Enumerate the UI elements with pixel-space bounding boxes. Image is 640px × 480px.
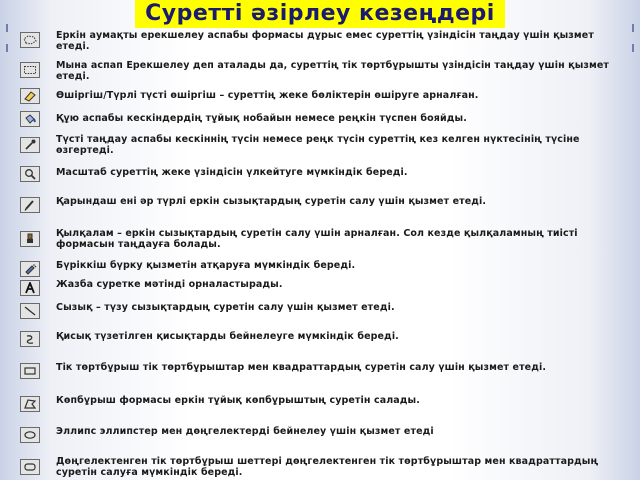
line-icon xyxy=(20,303,40,319)
edge-decoration xyxy=(6,44,8,52)
tool-description: Өшіргіш/Түрлі түсті өшіргіш – суреттің жеке бөліктерін өшіруге арналған. xyxy=(56,90,479,101)
tool-description: Масштаб суреттің жеке үзіндісін үлкейтуге мүмкіндік береді. xyxy=(56,167,408,178)
tool-description: Құю аспабы кескіндердің тұйық нобайын немесе реңкін түспен бояйды. xyxy=(56,113,467,124)
tool-description: Бүріккіш бүрку қызметін атқаруға мүмкіндік береді. xyxy=(56,260,356,271)
eraser-icon xyxy=(20,88,40,104)
tool-description: Дөңгелектенген тік төртбұрыш шеттері дөңгелектенген тік төртбұрыштар мен квадраттардың суретін салуға мүмкіндік береді. xyxy=(56,456,599,478)
fill-icon xyxy=(20,111,40,127)
page-title: Суретті әзірлеу кезеңдері xyxy=(135,0,505,28)
tool-description: Мына аспап Ерекшелеу деп аталады да, суреттің тік төртбұрышты үзіндісін таңдау үшін қызмет етеді. xyxy=(56,60,610,82)
rounded-rect-icon xyxy=(20,459,40,475)
rect-select-icon xyxy=(20,62,40,78)
tool-description: Тік төртбұрыш тік төртбұрыштар мен квадраттардың суретін салу үшін қызмет етеді. xyxy=(56,362,547,373)
tool-description: Түсті таңдау аспабы кескіннің түсін немесе реңк түсін суреттің кез келген нүктесінің түсіне өзгертеді. xyxy=(56,134,580,156)
tool-description: Қылқалам – еркін сызықтардың суретін салу үшін арналған. Сол кезде қылқаламның тиісті формасын таңдауға болады. xyxy=(56,228,578,250)
tool-description: Қисық түзетілген қисықтарды бейнелеуге мүмкіндік береді. xyxy=(56,331,399,342)
curve-icon xyxy=(20,331,40,347)
rectangle-icon xyxy=(20,363,40,379)
magnifier-icon xyxy=(20,166,40,182)
airbrush-icon xyxy=(20,261,40,277)
tool-description: Қарындаш ені әр түрлі еркін сызықтардың суретін салу үшін қызмет етеді. xyxy=(56,196,487,207)
tool-description: Жазба суретке мәтінді орналастырады. xyxy=(56,279,283,290)
pencil-icon xyxy=(20,197,40,213)
free-select-icon xyxy=(20,32,40,48)
tool-description: Сызық – түзу сызықтардың суретін салу үшін қызмет етеді. xyxy=(56,302,395,313)
polygon-icon xyxy=(20,396,40,412)
tool-description: Көпбұрыш формасы еркін тұйық көпбұрыштың суретін салады. xyxy=(56,395,420,406)
edge-decoration xyxy=(632,24,634,32)
brush-icon xyxy=(20,231,40,247)
ellipse-icon xyxy=(20,427,40,443)
edge-decoration xyxy=(632,44,634,52)
color-picker-icon xyxy=(20,137,40,153)
tool-description: Эллипс эллипстер мен дөңгелектерді бейнелеу үшін қызмет етеді xyxy=(56,426,434,437)
text-tool-icon xyxy=(20,280,40,296)
edge-decoration xyxy=(6,24,8,32)
tool-description: Еркін аумақты ерекшелеу аспабы формасы дұрыс емес суреттің үзіндісін таңдау үшін қызмет етеді. xyxy=(56,30,594,52)
